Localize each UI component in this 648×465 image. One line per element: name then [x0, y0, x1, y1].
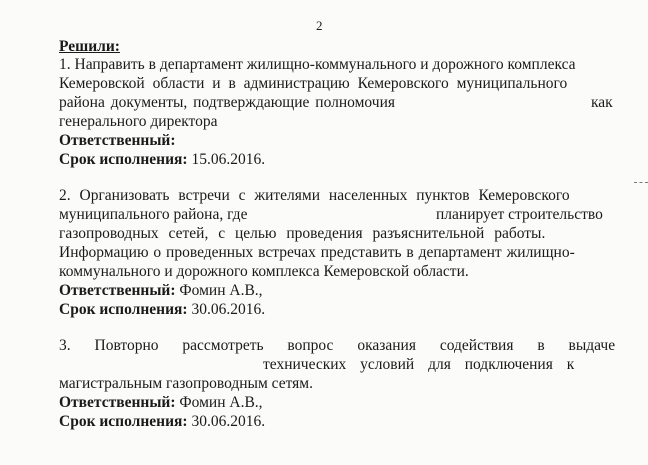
item2-deadline	[59, 301, 265, 319]
item1-line3-right: как	[591, 94, 613, 111]
item2-line2: муниципального района, где	[59, 206, 248, 223]
item3-deadline-value: 30.06.2016.	[187, 413, 266, 430]
item2-line4: Информацию о проведенных встречах представить в департамент жилищно-	[59, 244, 575, 261]
page-number: 2	[316, 18, 323, 33]
item2-line5: коммунального и дорожного комплекса Кемеровской области.	[59, 263, 469, 280]
item3-deadline	[59, 413, 265, 431]
item3-line1: 3. Повторно рассмотреть вопрос оказания содействия в выдаче	[59, 337, 616, 354]
item3-responsible-value: Фомин А.В.,	[175, 394, 263, 411]
item1-deadline-label: Срок исполнения:	[59, 151, 188, 168]
item1-line1	[59, 56, 612, 74]
item1-deadline	[59, 151, 265, 169]
item3-deadline-label: Срок исполнения:	[59, 413, 188, 430]
item1-line2: Кемеровской области и в администрацию Кемеровского муниципального	[59, 75, 568, 92]
item2-responsible-label: Ответственный:	[59, 282, 176, 299]
item2-line1: 2. Организовать встречи с жителями населенных пунктов Кемеровского	[59, 187, 570, 204]
item1-line1-text: 1. Направить в департамент жилищно-коммунального и дорожного комплекса	[59, 56, 576, 73]
item3-responsible-label: Ответственный:	[59, 394, 176, 411]
item2-deadline-label: Срок исполнения:	[59, 301, 188, 318]
item1-line4: генерального директора	[59, 113, 218, 130]
item2-line2-right: планирует строительство	[436, 206, 603, 223]
item3-line3: магистральным газопроводным сетям.	[59, 375, 313, 392]
item3-responsible	[59, 394, 263, 412]
item2-line3: газопроводных сетей, с целью проведения разъяснительной работы.	[59, 225, 546, 242]
item2-responsible-value: Фомин А.В.,	[175, 282, 263, 299]
item3-line2: технических условий для подключения к	[263, 356, 575, 373]
item1-responsible-label: Ответственный:	[59, 132, 176, 149]
item1-deadline-value: 15.06.2016.	[187, 151, 266, 168]
scan-mark	[634, 182, 648, 183]
item1-line3: района документы, подтверждающие полномочия	[59, 94, 395, 111]
decision-heading: Решили:	[59, 38, 120, 55]
item2-responsible	[59, 282, 263, 300]
item2-deadline-value: 30.06.2016.	[187, 301, 266, 318]
